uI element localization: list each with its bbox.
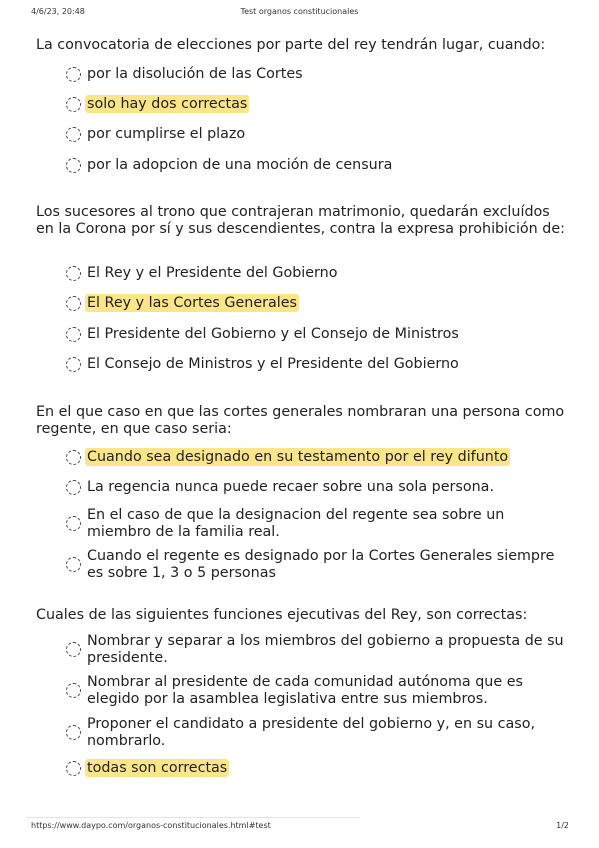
radio-button-icon[interactable] [66, 642, 81, 657]
option-label: por cumplirse el plazo [87, 126, 246, 142]
option-label: El Rey y el Presidente del Gobierno [87, 265, 338, 281]
question-2-text: Los sucesores al trono que contrajeran matrimonio, quedarán excluídos en la Corona por sí y sus descendientes, contra la expresa prohibición de: [36, 204, 565, 237]
radio-button-icon[interactable] [66, 725, 81, 740]
question-1-option-4[interactable] [66, 157, 566, 174]
question-4-option-1[interactable] [66, 633, 566, 667]
radio-button-icon[interactable] [66, 683, 81, 698]
radio-button-icon[interactable] [66, 327, 81, 342]
option-label: Nombrar y separar a los miembros del gobierno a propuesta de su presidente. [87, 633, 564, 666]
page-header-title: Test organos constitucionales [240, 7, 359, 16]
highlighted-option-label: Cuando sea designado en su testamento por el rey difunto [87, 449, 509, 465]
question-1-text: La convocatoria de elecciones por parte del rey tendrán lugar, cuando: [36, 37, 546, 53]
option-label: La regencia nunca puede recaer sobre una sola persona. [87, 479, 494, 495]
highlighted-option-label: solo hay dos correctas [87, 96, 248, 112]
option-label: por la adopcion de una moción de censura [87, 157, 393, 173]
option-label: El Presidente del Gobierno y el Consejo de Ministros [87, 326, 459, 342]
option-label: Nombrar al presidente de cada comunidad autónoma que es elegido por la asamblea legislativa entre sus miembros. [87, 674, 523, 707]
radio-button-icon[interactable] [66, 450, 81, 465]
question-4-option-2[interactable] [66, 674, 566, 708]
question-3-option-3[interactable] [66, 507, 566, 541]
radio-button-icon[interactable] [66, 158, 81, 173]
question-2-option-3[interactable] [66, 326, 566, 343]
radio-button-icon[interactable] [66, 296, 81, 311]
question-1-option-3[interactable] [66, 126, 566, 143]
radio-button-icon[interactable] [66, 97, 81, 112]
radio-button-icon[interactable] [66, 357, 81, 372]
page-header [0, 7, 599, 19]
footer-divider [26, 817, 360, 818]
radio-button-icon[interactable] [66, 516, 81, 531]
question-3-option-2[interactable] [66, 479, 566, 496]
question-3-text: En el que caso en que las cortes generales nombraran una persona como regente, en que caso seria: [36, 404, 565, 437]
option-label: En el caso de que la designacion del regente sea sobre un miembro de la familia real. [87, 507, 505, 540]
radio-button-icon[interactable] [66, 480, 81, 495]
question-1-option-2[interactable] [66, 96, 566, 113]
radio-button-icon[interactable] [66, 266, 81, 281]
highlighted-option-label: todas son correctas [87, 760, 228, 776]
option-label: por la disolución de las Cortes [87, 66, 303, 82]
question-4-text: Cuales de las siguientes funciones ejecutivas del Rey, son correctas: [36, 607, 528, 623]
radio-button-icon[interactable] [66, 761, 81, 776]
footer-url: https://www.daypo.com/organos-constitucionales.html#test [31, 821, 271, 830]
question-3-option-4[interactable] [66, 548, 566, 582]
radio-button-icon[interactable] [66, 127, 81, 142]
option-label: El Consejo de Ministros y el Presidente del Gobierno [87, 356, 459, 372]
highlighted-option-label: El Rey y las Cortes Generales [87, 295, 297, 311]
radio-button-icon[interactable] [66, 557, 81, 572]
option-label: Proponer el candidato a presidente del gobierno y, en su caso, nombrarlo. [87, 716, 535, 749]
question-4-option-3[interactable] [66, 716, 566, 750]
option-label: Cuando el regente es designado por la Cortes Generales siempre es sobre 1, 3 o 5 personas [87, 548, 555, 581]
question-3-option-1[interactable] [66, 449, 566, 466]
question-2-option-2[interactable] [66, 295, 566, 312]
question-1-option-1[interactable] [66, 66, 566, 83]
print-date: 4/6/23, 20:48 [31, 7, 85, 16]
question-4-option-4[interactable] [66, 760, 566, 777]
radio-button-icon[interactable] [66, 67, 81, 82]
question-2-option-1[interactable] [66, 265, 566, 282]
page-number: 1/2 [556, 821, 569, 830]
question-2-option-4[interactable] [66, 356, 566, 373]
